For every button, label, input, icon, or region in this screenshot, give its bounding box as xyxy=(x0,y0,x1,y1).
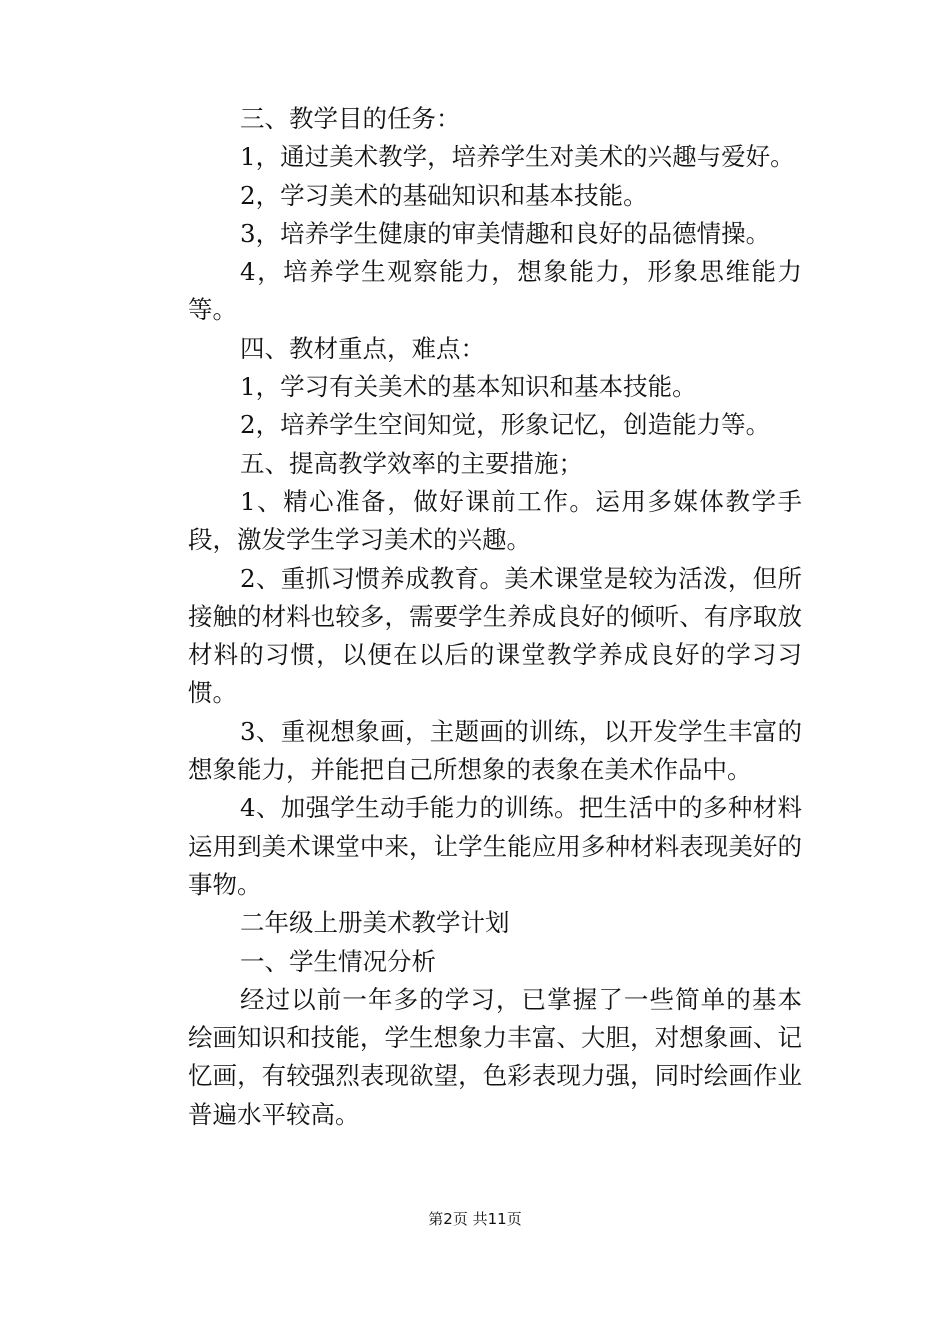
goal-item-2: 2，学习美术的基础知识和基本技能。 xyxy=(240,180,648,210)
goal-item-1: 1，通过美术教学，培养学生对美术的兴趣与爱好。 xyxy=(240,142,795,172)
measure-item-4: 4、加强学生动手能力的训练。把生活中的多种材料运用到美术课堂中来，让学生能应用多种材料表现美好的事物。 xyxy=(188,793,802,899)
measure-item-3: 3、重视想象画，主题画的训练，以开发学生丰富的想象能力，并能把自己所想象的表象在美术作品中。 xyxy=(188,716,802,785)
student-analysis-paragraph: 经过以前一年多的学习，已掌握了一些简单的基本绘画知识和技能，学生想象力丰富、大胆，对想象画、记忆画，有较强烈表现欲望，色彩表现力强，同时绘画作业普遍水平较高。 xyxy=(188,984,802,1129)
key-point-item-2: 2，培养学生空间知觉，形象记忆，创造能力等。 xyxy=(240,410,771,440)
measure-item-2: 2、重抓习惯养成教育。美术课堂是较为活泼，但所接触的材料也较多，需要学生养成良好的倾听、有序取放材料的习惯，以便在以后的课堂教学养成良好的学习习惯。 xyxy=(188,563,802,708)
page-number-footer: 第2页 共11页 xyxy=(428,1210,522,1228)
goal-item-4: 4，培养学生观察能力，想象能力，形象思维能力等。 xyxy=(188,257,802,325)
document-body xyxy=(188,100,802,1134)
section-heading-key-points: 四、教材重点，难点： xyxy=(240,333,485,363)
section-heading-measures: 五、提高教学效率的主要措施； xyxy=(240,448,583,478)
measure-item-1: 1、精心准备，做好课前工作。运用多媒体教学手段，激发学生学习美术的兴趣。 xyxy=(188,486,802,555)
key-point-item-1: 1，学习有关美术的基本知识和基本技能。 xyxy=(240,372,697,402)
section-heading-teaching-goals: 三、教学目的任务： xyxy=(240,104,461,133)
section-heading-student-analysis: 一、学生情况分析 xyxy=(240,946,436,976)
goal-item-3: 3，培养学生健康的审美情趣和良好的品德情操。 xyxy=(240,218,771,248)
plan-title: 二年级上册美术教学计划 xyxy=(240,908,510,938)
